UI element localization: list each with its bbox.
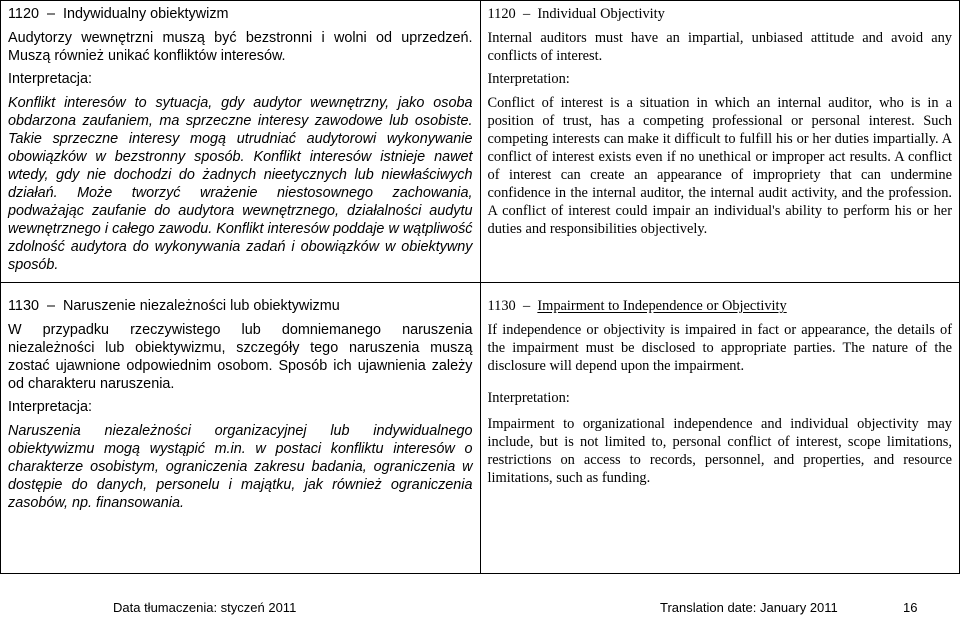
- english-cell-1130: [480, 283, 960, 574]
- interpretation-text: Impairment to organizational independence and individual objectivity may include, but is not limited to, personal conflict of interest, scope limitations, restrictions on access to records, personnel, and properties, and resource limitations, such as funding.: [487, 416, 952, 486]
- section-number: 1120: [487, 6, 516, 22]
- standard-text: W przypadku rzeczywistego lub domniemanego naruszenia niezależności lub obiektywizmu, szczegóły tego naruszenia muszą zostać ujawnione odpowiednim osobom. Sposób ich ujawnienia zależy od charakteru naruszenia.: [8, 322, 473, 392]
- section-title: Naruszenie niezależności lub obiektywizmu: [62, 298, 340, 314]
- english-cell-1120: [480, 1, 960, 283]
- interpretation-label: Interpretation:: [487, 71, 570, 87]
- polish-cell-1130: [1, 283, 481, 574]
- section-number: 1130: [8, 298, 39, 314]
- polish-cell-1120: [1, 1, 481, 283]
- interpretation-label: Interpretacja:: [8, 71, 92, 87]
- page-footer: [0, 600, 960, 618]
- standard-text: Internal auditors must have an impartial, unbiased attitude and avoid any conflicts of interest.: [487, 30, 952, 64]
- translation-date-en: Translation date: January 2011: [660, 600, 838, 615]
- interpretation-text-part2: Takie sprzeczne interesy mogą utrudniać audytorowi wykonywanie obowiązków w bezstronny sposób. Konflikt interesów istnieje nawet wtedy, gdy nie dochodzi do żadnych nieetycznych lub niewłaściwych działań. Może tworzyć wrażenie niestosownego zachowania, podważając zaufanie do audytora wewnętrznego, działalności audytu wewnętrznego i całego zawodu. Konflikt interesów poddaje w wątpliwość zdolność audytora do wykonywania zadań i obowiązków w obiektywny sposób.: [8, 131, 473, 273]
- interpretation-label: Interpretation:: [487, 390, 570, 406]
- section-title: Impairment to Independence or Objectivity: [537, 298, 787, 314]
- interpretation-text-part1: Konflikt interesów to sytuacja, gdy audytor wewnętrzny, jako osoba obdarzona zaufaniem, ma sprzeczne interesy zawodowe lub osobiste.: [8, 95, 473, 129]
- section-heading-en: 1130 – Impairment to Independence or Objectivity: [487, 298, 787, 314]
- interpretation-text: Naruszenia niezależności organizacyjnej lub indywidualnego obiektywizmu mogą wystąpić m.in. w postaci konfliktu interesów o charakterze osobistym, ograniczenia zakresu badania, ograniczenia w dostępie do danych, personelu i majątku, jak również ograniczenia zasobów, np. finansowania.: [8, 423, 473, 511]
- interpretation-text: [8, 94, 473, 274]
- standard-text: If independence or objectivity is impaired in fact or appearance, the details of the impairment must be disclosed to appropriate parties. The nature of the disclosure will depend upon the impairment.: [487, 322, 952, 374]
- section-row-1130: [1, 283, 960, 574]
- section-heading-en: 1120 – Individual Objectivity: [487, 6, 665, 22]
- section-title: Indywidualny obiektywizm: [62, 6, 229, 22]
- section-title: Individual Objectivity: [537, 6, 665, 22]
- page-number: 16: [903, 600, 918, 615]
- section-number: 1130: [487, 298, 516, 314]
- section-heading-pl: 1130 – Naruszenie niezależności lub obiektywizmu: [8, 298, 340, 314]
- interpretation-label: Interpretacja:: [8, 399, 92, 415]
- translation-date-pl: Data tłumaczenia: styczeń 2011: [113, 600, 297, 615]
- standard-text: Audytorzy wewnętrzni muszą być bezstronni i wolni od uprzedzeń. Muszą również unikać konfliktów interesów.: [8, 30, 473, 64]
- interpretation-text: Conflict of interest is a situation in which an internal auditor, who is in a position of trust, has a competing professional or personal interest. Such competing interests can make it difficult to fulfill his or her duties impartially. A conflict of interest exists even if no unethical or improper act results. A conflict of interest can create an appearance of impropriety that can undermine confidence in the internal auditor, the internal audit activity, and the profession. A conflict of interest could impair an individual's ability to perform his or her duties and responsibilities objectively.: [487, 95, 952, 237]
- section-heading-pl: 1120 – Indywidualny obiektywizm: [8, 6, 229, 22]
- section-row-1120: [1, 1, 960, 283]
- section-number: 1120: [8, 6, 39, 22]
